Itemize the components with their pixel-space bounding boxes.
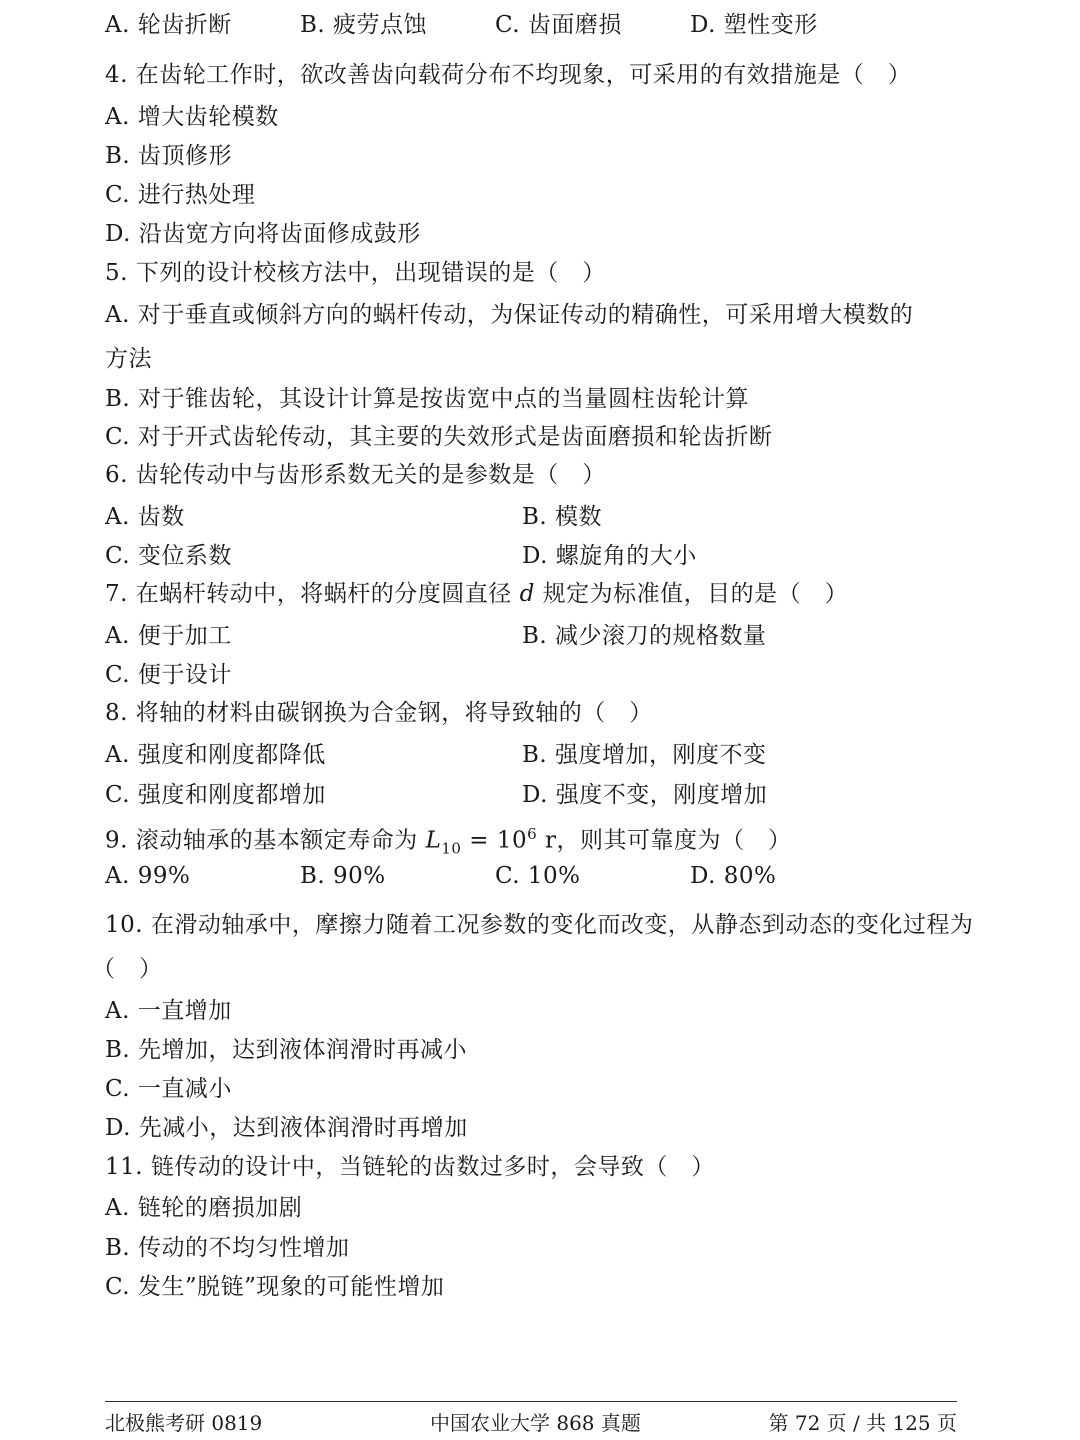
q6-option-d: D. 螺旋角的大小	[522, 543, 697, 569]
footer-page-number: 第 72 页 / 共 125 页	[768, 1411, 957, 1435]
q3-option-a: A. 轮齿折断	[105, 12, 232, 38]
q9-life-symbol: L	[425, 827, 442, 854]
q6-option-b: B. 模数	[522, 504, 603, 530]
q7-stem-pre: 7. 在蜗杆转动中，将蜗杆的分度圆直径	[105, 581, 512, 607]
q10-option-c: C. 一直减小	[105, 1076, 232, 1102]
q9-stem-post: r，则其可靠度为（ ）	[544, 827, 792, 854]
q6-stem: 6. 齿轮传动中与齿形系数无关的是参数是（ ）	[105, 462, 606, 488]
q9-option-d: D. 80%	[690, 863, 777, 889]
q7-option-c: C. 便于设计	[105, 662, 232, 688]
q9-stem	[105, 815, 792, 858]
q7-option-b: B. 减少滚刀的规格数量	[522, 623, 767, 649]
q9-stem-pre: 9. 滚动轴承的基本额定寿命为	[105, 827, 418, 854]
q5-option-b: B. 对于锥齿轮，其设计计算是按齿宽中点的当量圆柱齿轮计算	[105, 386, 750, 412]
q5-stem: 5. 下列的设计校核方法中，出现错误的是（ ）	[105, 260, 606, 286]
q5-option-c: C. 对于开式齿轮传动，其主要的失效形式是齿面磨损和轮齿折断	[105, 424, 773, 450]
q7-stem	[105, 575, 848, 613]
q6-option-a: A. 齿数	[105, 504, 185, 530]
q4-option-a: A. 增大齿轮模数	[105, 104, 279, 130]
q8-option-a: A. 强度和刚度都降低	[105, 742, 326, 768]
q7-stem-variable: d	[519, 581, 535, 607]
q4-stem: 4. 在齿轮工作时，欲改善齿向载荷分布不均现象，可采用的有效措施是（ ）	[105, 62, 912, 88]
q3-option-b: B. 疲劳点蚀	[300, 12, 428, 38]
q9-option-b: B. 90%	[300, 863, 386, 889]
q11-option-c: C. 发生”脱链”现象的可能性增加	[105, 1274, 445, 1300]
q9-equals: = 10	[469, 827, 528, 854]
q3-option-c: C. 齿面磨损	[495, 12, 622, 38]
q4-option-b: B. 齿顶修形	[105, 143, 233, 169]
footer-rule	[105, 1401, 957, 1402]
q9-life-subscript: 10	[441, 839, 462, 858]
q8-option-d: D. 强度不变，刚度增加	[522, 782, 768, 808]
footer-left: 北极熊考研 0819	[105, 1411, 263, 1435]
q9-option-c: C. 10%	[495, 863, 581, 889]
q7-option-a: A. 便于加工	[105, 623, 232, 649]
q5-option-a-line1: A. 对于垂直或倾斜方向的蜗杆传动，为保证传动的精确性，可采用增大模数的	[105, 302, 914, 328]
q6-option-c: C. 变位系数	[105, 543, 232, 569]
q9-option-a: A. 99%	[105, 863, 191, 889]
q3-option-d: D. 塑性变形	[690, 12, 818, 38]
q4-option-d: D. 沿齿宽方向将齿面修成鼓形	[105, 221, 421, 247]
q10-stem-line1: 10. 在滑动轴承中，摩擦力随着工况参数的变化而改变，从静态到动态的变化过程为	[105, 912, 974, 938]
q8-option-c: C. 强度和刚度都增加	[105, 782, 326, 808]
footer-center: 中国农业大学 868 真题	[430, 1411, 641, 1435]
q4-option-c: C. 进行热处理	[105, 182, 256, 208]
q10-option-d: D. 先减小，达到液体润滑时再增加	[105, 1115, 468, 1141]
q11-option-a: A. 链轮的磨损加剧	[105, 1195, 303, 1221]
q11-stem: 11. 链传动的设计中，当链轮的齿数过多时，会导致（ ）	[105, 1154, 715, 1180]
q9-exponent: 6	[527, 825, 538, 843]
q10-option-a: A. 一直增加	[105, 998, 232, 1024]
q5-option-a-line2: 方法	[105, 346, 152, 372]
q10-option-b: B. 先增加，达到液体润滑时再减小	[105, 1037, 468, 1063]
q7-stem-post: 规定为标准值，目的是（ ）	[542, 581, 849, 607]
q8-stem: 8. 将轴的材料由碳钢换为合金钢，将导致轴的（ ）	[105, 700, 653, 726]
q8-option-b: B. 强度增加，刚度不变	[522, 742, 767, 768]
q10-stem-line2: （ ）	[92, 956, 163, 982]
q11-option-b: B. 传动的不均匀性增加	[105, 1235, 350, 1261]
